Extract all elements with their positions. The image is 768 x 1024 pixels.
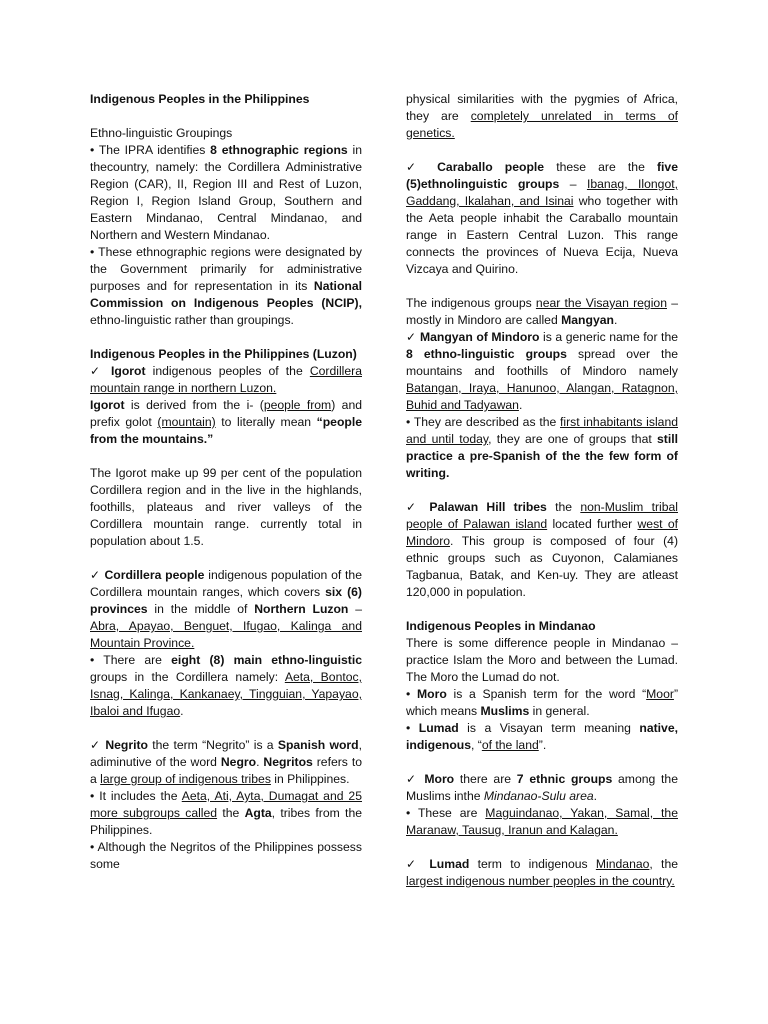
paragraph-igorot: ✓ Igorot indigenous peoples of the Cordillera mountain range in northern Luzon. bbox=[90, 364, 362, 395]
section-heading-ethno: Ethno-linguistic Groupings bbox=[90, 126, 233, 140]
paragraph-cordillera: ✓ Cordillera people indigenous population of the Cordillera mountain ranges, which covers six (6) provinces in the middle of Northern Luzon – Abra, Apayao, Benguet, Ifugao, Kalinga and Mountain Province. bbox=[90, 568, 362, 650]
paragraph-visayan: The indigenous groups near the Visayan region – mostly in Mindoro are called Mangyan. bbox=[406, 296, 678, 327]
paragraph-negrito-includes: • It includes the Aeta, Ati, Ayta, Dumagat and 25 more subgroups called the Agta, tribes from the Philippines. bbox=[90, 789, 362, 837]
paragraph-igorot-derived: Igorot is derived from the i- (people from) and prefix golot (mountain) to literally mean “people from the mountains.” bbox=[90, 398, 363, 446]
section-heading-mindanao: Indigenous Peoples in Mindanao bbox=[406, 619, 596, 633]
paragraph-moro-definition: • Moro is a Spanish term for the word “Moor” which means Muslims in general. bbox=[406, 687, 678, 718]
document-title: Indigenous Peoples in the Philippines bbox=[90, 92, 310, 106]
paragraph-igorot-stats: The Igorot make up 99 per cent of the population Cordillera region and in the live in the highlands, foothills, plateaus and river valleys of the Cordillera mountain range. currently total in population about 1.5. bbox=[90, 466, 362, 548]
paragraph-mangyan-desc: • They are described as the first inhabitants island and until today, they are one of groups that still practice a pre-Spanish of the the few form of writing. bbox=[406, 415, 678, 480]
paragraph-regions: • These ethnographic regions were designated by the Government primarily for administrative purposes and for representation in its National Commission on Indigenous Peoples (NCIP), ethno-linguistic rather than groupings. bbox=[90, 245, 362, 327]
paragraph-negrito-although: • Although the Negritos of the Philippines possess some bbox=[90, 840, 362, 871]
paragraph-mindanao-intro: There is some difference people in Mindanao – practice Islam the Moro and between the Lumad. The Moro the Lumad do not. bbox=[406, 636, 678, 684]
left-column bbox=[90, 91, 362, 873]
paragraph-lumad-definition: • Lumad is a Visayan term meaning native, indigenous, “of the land”. bbox=[406, 721, 678, 752]
paragraph-continued: physical similarities with the pygmies of Africa, they are completely unrelated in terms of genetics. bbox=[406, 92, 678, 140]
paragraph-moro: ✓ Moro there are 7 ethnic groups among the Muslims inthe Mindanao-Sulu area. bbox=[406, 772, 678, 803]
paragraph-ipra: • The IPRA identifies 8 ethnographic regions in thecountry, namely: the Cordillera Administrative Region (CAR), II, Region III and Rest of Luzon, Region I, Region Island Group, Southern and Eastern Mindanao, Central Mindanao, and Northern and Western Mindanao. bbox=[90, 143, 363, 242]
paragraph-mangyan: ✓ Mangyan of Mindoro is a generic name for the 8 ethno-linguistic groups spread over the mountains and foothills of Mindoro namely Batangan, Iraya, Hanunoo, Alangan, Ratagnon, Buhid and Tadyawan. bbox=[406, 330, 679, 412]
paragraph-caraballo: ✓ Caraballo people these are the five (5)ethnolinguistic groups – Ibanag, Ilongot, Gaddang, Ikalahan, and Isinai who together with the Aeta people inhabit the Caraballo mountain range in Eastern Central Luzon. This range connects the provinces of Nueva Ecija, Nueva Vizcaya and Quirino. bbox=[406, 160, 679, 276]
right-column bbox=[406, 91, 678, 890]
paragraph-lumad: ✓ Lumad term to indigenous Mindanao, the largest indigenous number peoples in the country. bbox=[406, 857, 678, 888]
section-heading-luzon: Indigenous Peoples in the Philippines (Luzon) bbox=[90, 347, 357, 361]
paragraph-moro-list: • These are Maguindanao, Yakan, Samal, the Maranaw, Tausug, Iranun and Kalagan. bbox=[406, 806, 678, 837]
paragraph-eight-groups: • There are eight (8) main ethno-linguistic groups in the Cordillera namely: Aeta, Bontoc, Isnag, Kalinga, Kankanaey, Tingguian, Yapayao, Ibaloi and Ifugao. bbox=[90, 653, 362, 718]
paragraph-negrito: ✓ Negrito the term “Negrito” is a Spanish word, adiminutive of the word Negro. Negritos refers to a large group of indigenous tribes in Philippines. bbox=[90, 738, 362, 786]
paragraph-palawan: ✓ Palawan Hill tribes the non-Muslim tribal people of Palawan island located further west of Mindoro. This group is composed of four (4) ethnic groups such as Cuyonon, Calamianes Tagbanua, Batak, and Ken-uy. They are atleast 120,000 in population. bbox=[406, 500, 678, 599]
